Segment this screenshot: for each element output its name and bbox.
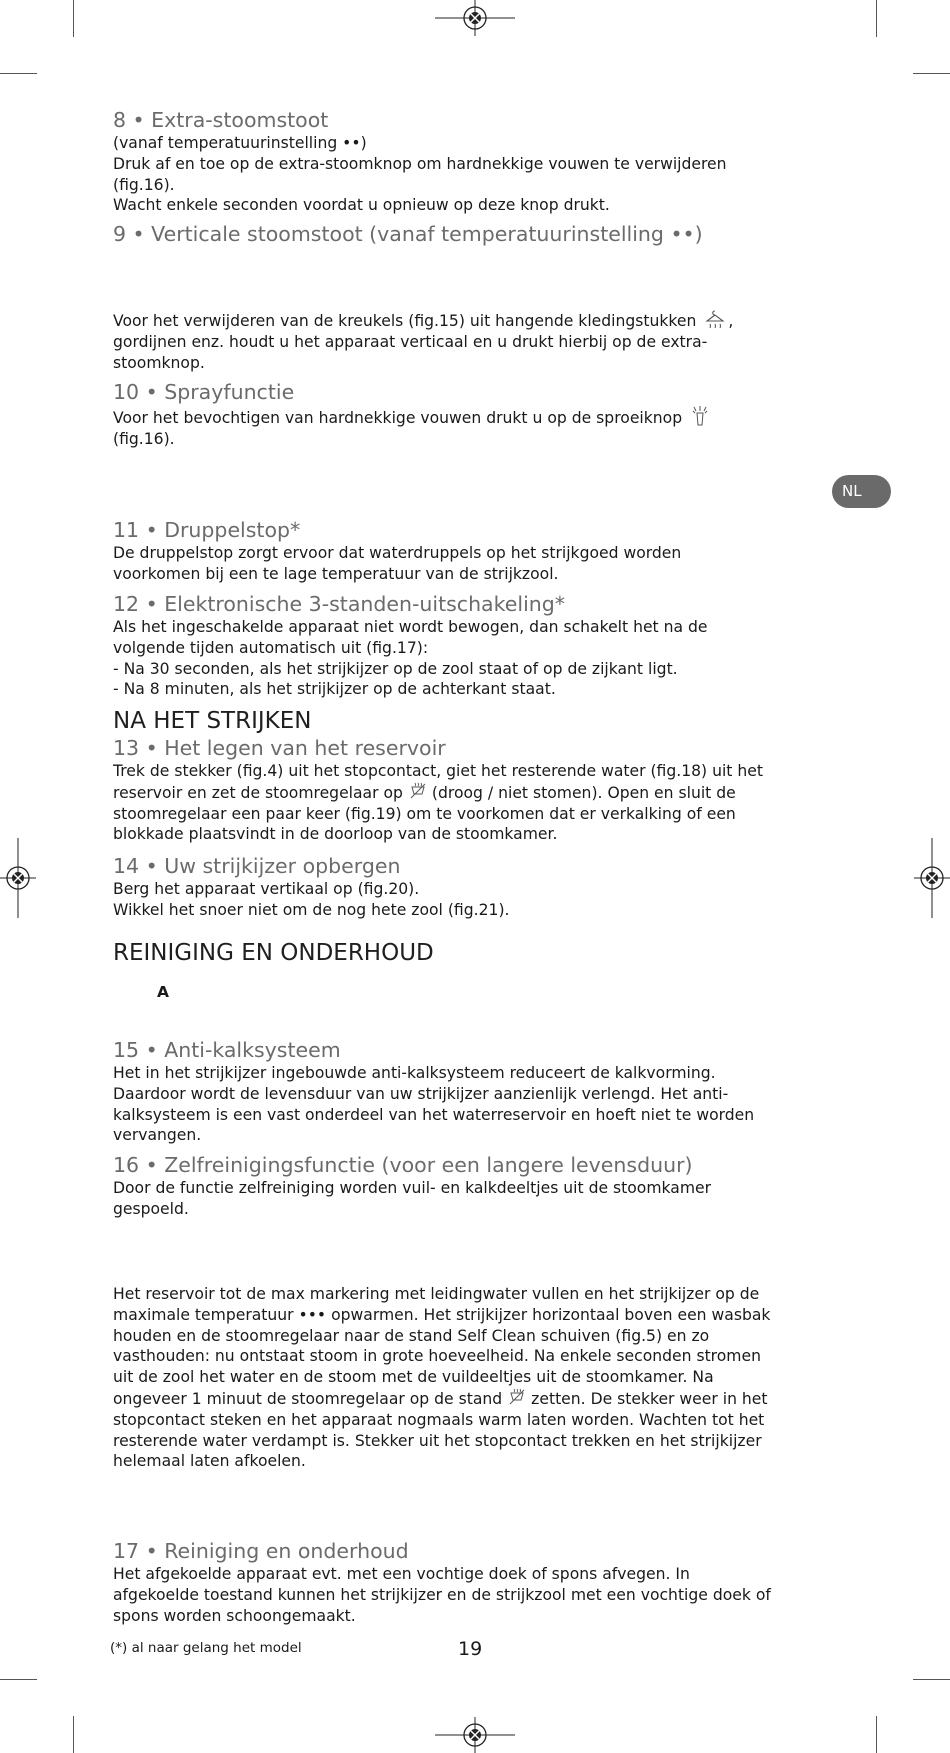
text-line: stopcontact steken en het apparaat nogmaals warm laten worden. Wachten tot het [113,1410,765,1429]
page-number: 19 [458,1638,483,1660]
text-line: stoomknop. [113,353,205,372]
text-line: maximale temperatuur ••• opwarmen. Het strijkijzer horizontaal boven een wasbak [113,1305,771,1324]
text-line: gordijnen enz. houdt u het apparaat verticaal en u drukt hierbij op de extra- [113,332,708,351]
text-line: Wikkel het snoer niet om de nog hete zool (fig.21). [113,900,510,919]
crop-mark [876,1716,877,1753]
registration-mark-top [435,0,515,36]
crop-mark [876,0,877,37]
text-line: voorkomen bij een te lage temperatuur van de strijkzool. [113,564,559,583]
text-line [113,309,833,332]
section-9-body [113,309,833,373]
footnote: (*) al naar gelang het model [110,1640,302,1656]
text-line [113,1388,833,1410]
text-line: volgende tijden automatisch uit (fig.17): [113,638,429,657]
label-a [157,982,877,1001]
cleaning-title-block [113,940,833,967]
section-body [113,133,833,216]
text-run: (droog / niet stomen). Open en sluit de [431,783,736,802]
section-heading: 17 • Reiniging en onderhoud [113,1539,409,1563]
text-line: stoomregelaar een paar keer (fig.19) om te voorkomen dat er verkalking of een [113,804,736,823]
crop-mark [0,73,37,74]
text-line: houden en de stoomregelaar naar de stand Self Clean schuiven (fig.5) en zo [113,1326,710,1345]
text-run: ongeveer 1 minuut de stoomregelaar op de stand [113,1389,503,1408]
section-heading: 9 • Verticale stoomstoot (vanaf temperatuurinstelling ••) [113,222,703,246]
text-line: Druk af en toe op de extra-stoomknop om hardnekkige vouwen te verwijderen [113,154,727,173]
section-heading: 8 • Extra-stoomstoot [113,108,329,132]
text-line: kalksysteem is een vast onderdeel van het waterreservoir en hoeft niet te worden [113,1105,755,1124]
section-8 [113,108,833,216]
registration-mark-right [914,838,950,918]
crop-mark [0,1679,37,1680]
text-line: Wacht enkele seconden voordat u opnieuw op deze knop drukt. [113,196,610,215]
section-heading: 16 • Zelfreinigingsfunctie (voor een langere levensduur) [113,1153,693,1177]
text-run: , [728,312,734,330]
section-15 [113,1038,833,1146]
text-line [113,782,833,804]
language-badge: NL [832,475,891,508]
text-run: zetten. De stekker weer in het [531,1389,768,1408]
section-heading: 15 • Anti-kalksysteem [113,1038,341,1062]
crop-mark [913,1679,950,1680]
text-line: De druppelstop zorgt ervoor dat waterdruppels op het strijkgoed worden [113,544,682,562]
text-line [113,405,833,429]
section-heading: 12 • Elektronische 3-standen-uitschakeling* [113,592,566,616]
text-line: Het reservoir tot de max markering met leidingwater vullen en het strijkijzer op de [113,1285,760,1303]
text-line: resterende water verdampt is. Stekker uit het stopcontact trekken en het strijkijzer [113,1431,762,1450]
text-line: afgekoelde toestand kunnen het strijkijzer en de strijkzool met een vochtige doek of [113,1585,771,1604]
section-9-heading-block [113,222,833,247]
crop-mark [913,73,950,74]
text-line: spons worden schoongemaakt. [113,1606,356,1625]
section-14 [113,854,833,921]
chapter-title: REINIGING EN ONDERHOUD [113,940,434,966]
registration-mark-bottom [435,1717,515,1753]
no-steam-icon [508,1388,526,1406]
registration-mark-left [0,838,36,918]
chapter-title: NA HET STRIJKEN [113,708,312,734]
text-line: Trek de stekker (fig.4) uit het stopcontact, giet het resterende water (fig.18) uit het [113,762,763,780]
section-12 [113,592,833,700]
crop-mark [73,1716,74,1753]
hanging-garment-steam-icon [704,309,726,329]
section-16-body-2 [113,1284,833,1472]
text-line: uit de zool het water en de stoom met de vuildeeltjes uit de stoomkamer. Na [113,1368,714,1387]
text-line: - Na 30 seconden, als het strijkijzer op de zool staat of op de zijkant ligt. [113,659,678,678]
section-heading: 11 • Druppelstop* [113,518,301,542]
text-line: blokkade plaatsvindt in de doorloop van de stoomkamer. [113,825,558,844]
section-heading: 10 • Sprayfunctie [113,380,295,404]
text-line: vervangen. [113,1126,202,1145]
text-line: (fig.16). [113,175,175,194]
text-line: Het afgekoelde apparaat evt. met een vochtige doek of spons afvegen. In [113,1565,690,1583]
section-heading: 14 • Uw strijkijzer opbergen [113,854,401,878]
text-line: Berg het apparaat vertikaal op (fig.20). [113,880,420,898]
text-run: reservoir en zet de stoomregelaar op [113,783,403,802]
text-line: vasthouden: nu ontstaat stoom in grote hoeveelheid. Na enkele seconden stromen [113,1347,761,1366]
section-16 [113,1153,833,1220]
section-13 [113,736,833,845]
text-line: - Na 8 minuten, als het strijkijzer op de achterkant staat. [113,680,556,699]
crop-mark [73,0,74,37]
text-line: Het in het strijkijzer ingebouwde anti-kalksysteem reduceert de kalkvorming. [113,1064,716,1082]
section-10 [113,380,833,450]
figure-label: A [157,983,169,1001]
text-line: Daardoor wordt de levensduur van uw strijkijzer aanzienlijk verlengd. Het anti- [113,1084,729,1103]
text-run: Voor het verwijderen van de kreukels (fig.15) uit hangende kledingstukken [113,312,697,330]
text-line: Als het ingeschakelde apparaat niet wordt bewogen, dan schakelt het na de [113,618,708,636]
text-line: Door de functie zelfreiniging worden vuil- en kalkdeeltjes uit de stoomkamer [113,1179,712,1197]
section-11 [113,518,833,585]
text-line: helemaal laten afkoelen. [113,1452,306,1471]
text-line: (vanaf temperatuurinstelling ••) [113,134,367,152]
text-line: (fig.16). [113,429,175,448]
text-line: gespoeld. [113,1199,189,1218]
spray-icon [690,405,710,427]
text-run: Voor het bevochtigen van hardnekkige vouwen drukt u op de sproeiknop [113,409,683,427]
after-ironing-title-block [113,708,833,735]
section-17 [113,1539,833,1626]
no-steam-icon [409,782,427,800]
section-heading: 13 • Het legen van het reservoir [113,736,446,760]
